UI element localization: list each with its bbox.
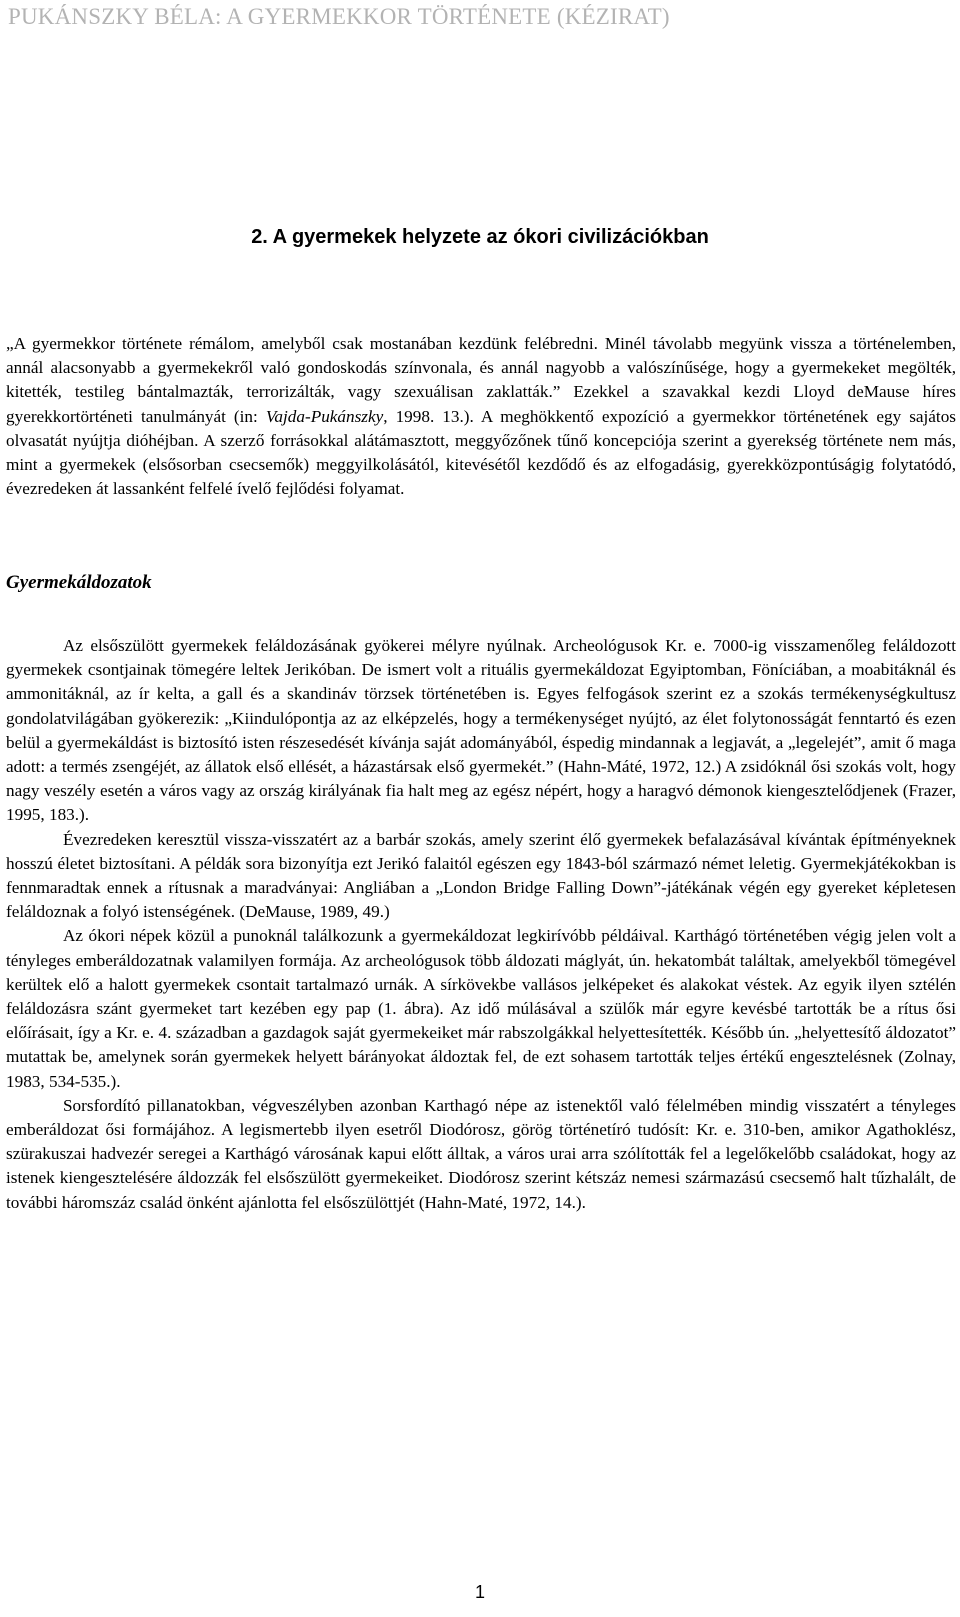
intro-text-part2: , 1998. 13.). A meghökkentő expozíció a gyermekkor történetének egy sajátos olvasatát nyújtja dióhéjban. A szerző forrásokkal alátámasztott, meggyőzőnek tűnő koncepciója szerint a gyerekség története nem más, mint a gyermekek (elsősorban csecsemők) meggyilkolásától, kitevésétől kezdődő és az elfogadásig, gyerekközpontúságig folytatódó, évezredeken át lassanként felfelé ívelő fejlődési folyamat. [6, 406, 956, 499]
section-heading: Gyermekáldozatok [6, 572, 152, 593]
section-paragraph-3: Az ókori népek közül a punoknál találkozunk a gyermekáldozat legkirívóbb példáival. Karthágó történetében végig jelen volt a tényleges emberáldozatnak valamilyen formája. Az archeológusok több áldozati máglyát, ún. hekatombát találtak, amelyekből tömegével kerültek elő a halott gyermekek csontait tartalmazó urnák. A sírkövekbe vallásos jelképeket és alakokat véstek. Az egyik ilyen sztélén feláldozásra szánt gyermeket tart kezében egy pap (1. ábra). Az idő múlásával a szülők már egyre kevésbé tartották be a rítus ősi előírásait, így a Kr. e. 4. században a gazdagok saját gyermekeiket már rabszolgákkal helyettesítették. Később ún. „helyettesítő áldozatot” mutattak be, amelynek során gyermekek helyett bárányokat áldoztak fel, de ezt sohasem tartották teljes értékű engesztelésnek (Zolnay, 1983, 534-535.). [6, 926, 956, 1091]
section-body [6, 634, 956, 1215]
page-number: 1 [474, 1582, 485, 1602]
running-header: PUKÁNSZKY BÉLA: A GYERMEKKOR TÖRTÉNETE (KÉZIRAT) [8, 4, 670, 29]
citation-author: Vajda-Pukánszky [265, 406, 384, 426]
section-paragraph-2: Évezredeken keresztül vissza-visszatért az a barbár szokás, amely szerint élő gyermekek befalazásával kívántak építményeknek hosszú életet biztosítani. A példák sora bizonyítja ezt Jerikó falaitól egészen egy 1843-ból származó német leletig. Gyermekjátékokban is fennmaradtak ennek a rítusnak a maradványai: Angliában a „London Bridge Falling Down”-játékának végén egy gyereket képletesen feláldoznak a folyó istenségének. (DeMause, 1989, 49.) [6, 829, 956, 922]
intro-paragraph [6, 332, 956, 501]
section-paragraph-4: Sorsfordító pillanatokban, végveszélyben azonban Karthagó népe az istenektől való félelmében mindig visszatért a tényleges emberáldozat ősi formájához. A legismertebb ilyen esetről Diodórosz, görög történetíró tudósít: Kr. e. 310-ben, amikor Agathoklész, szürakuszai hadvezér seregei a Karthágó városának kapui előtt álltak, a város urai arra szólították fel a legelőkelőbb családokat, hogy az istenek kiengesztelésére áldozzák fel elsőszülött gyermekeiket. Diodórosz szerint kétszáz nemesi származású csecsemő halt tűzhalált, de további háromszáz család önként ajánlotta fel elsőszülöttjét (Hahn-Maté, 1972, 14.). [6, 1095, 956, 1212]
chapter-title: 2. A gyermekek helyzete az ókori civilizációkban [251, 226, 709, 248]
section-paragraph-1: Az elsőszülött gyermekek feláldozásának gyökerei mélyre nyúlnak. Archeológusok Kr. e. 7000-ig visszamenőleg feláldozott gyermekek csontjainak tömegére leltek Jerikóban. De ismert volt a rituális gyermekáldozat Egyiptomban, Föníciában, a moabitáknál és ammonitáknál, az ír kelta, a gall és a skandináv törzsek történetében is. Egyes felfogások szerint ez a szokás termékenységkultusz gondolatvilágában gyökerezik: „Kiindulópontja az az elképzelés, hogy a termékenységet nyújtó, az élet folytonosságát fenntartó és ezen belül a gyermekáldást is biztosító isten részesedését kívánja saját adományából, éspedig mindannak a legjavát, a „legelejét”, amit ő maga adott: a termés zsengéjét, az állatok első ellését, a házastársak első gyermekét.” (Hahn-Máté, 1972, 12.) A zsidóknál ősi szokás volt, hogy nagy veszély esetén a város vagy az ország királyának fia halt meg az egész népért, hogy a haragvó démonok kiengesztelődjenek (Frazer, 1995, 183.). [6, 636, 956, 825]
intro-text-part1: „A gyermekkor története rémálom, amelyből csak mostanában kezdünk felébredni. Minél távolabb megyünk vissza a történelemben, annál alacsonyabb a gyermekekről való gondoskodás színvonala, és annál nagyobb a valószínűsége, hogy a gyermekeket megölték, kitették, testileg bántalmazták, terrorizálták, vagy szexuálisan zaklatták.” Ezekkel a szavakkal kezdi Lloyd deMause híres gyerekkortörténeti tanulmányát (in: [6, 334, 956, 426]
